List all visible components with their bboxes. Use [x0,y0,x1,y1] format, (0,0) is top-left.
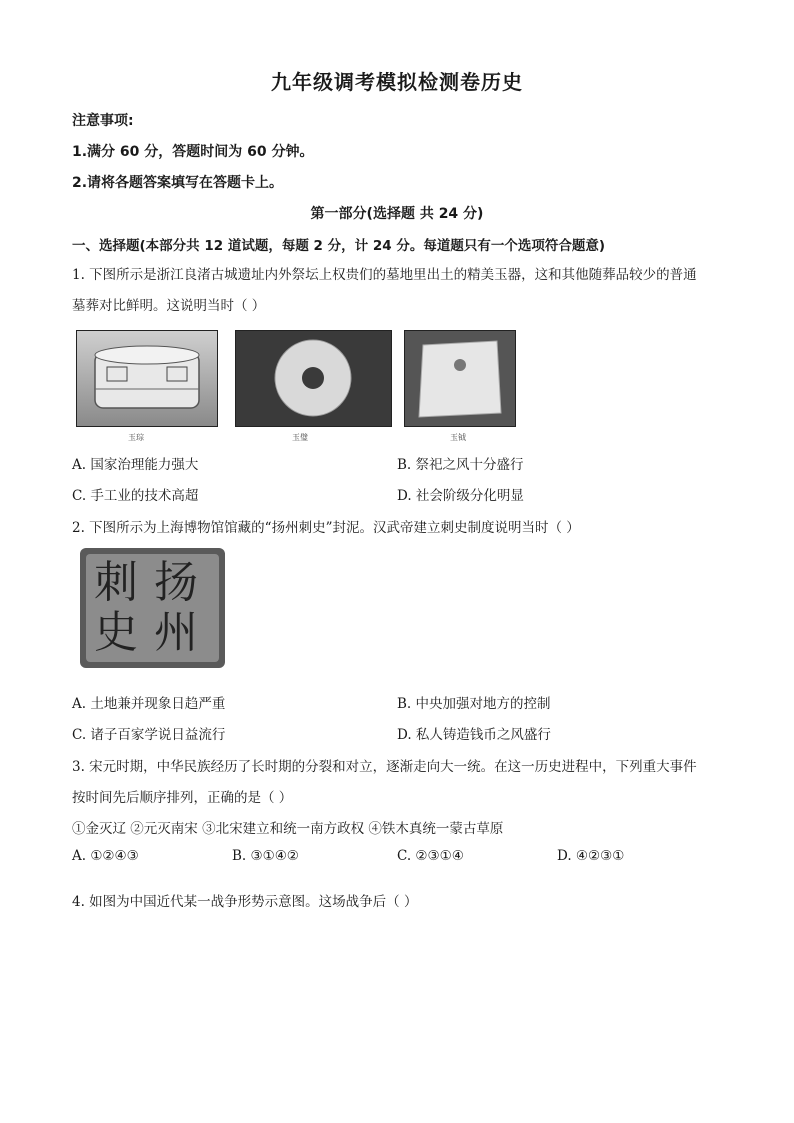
q2-option-d[interactable]: D. 私人铸造钱币之风盛行 [397,727,551,743]
q1-stem-line2: 墓葬对比鲜明。这说明当时（ ） [72,298,266,314]
jade-cong-image [76,330,218,427]
q2-option-b[interactable]: B. 中央加强对地方的控制 [397,696,551,712]
seal-char-1: 刺 [94,557,138,608]
section-instructions: 一、选择题(本部分共 12 道试题，每题 2 分，计 24 分。每道题只有一个选项符合题意) [72,238,606,254]
q3-option-d[interactable]: D. ④②③① [557,848,625,864]
q3-option-c[interactable]: C. ②③①④ [397,848,464,864]
note-item-2: 2.请将各题答案填写在答题卡上。 [72,175,284,191]
page-title: 九年级调考模拟检测卷历史 [271,70,523,94]
seal-char-2: 扬 [154,557,198,608]
jade-cong-drawing [77,331,217,426]
seal-char-3: 史 [94,607,138,658]
jade-bi-image [235,330,392,427]
part1-heading: 第一部分(选择题 共 24 分) [310,206,484,222]
note-item-1: 1.满分 60 分，答题时间为 60 分钟。 [72,144,314,160]
jade-bi-drawing [236,331,391,426]
q3-events: ①金灭辽 ②元灭南宋 ③北宋建立和统一南方政权 ④铁木真统一蒙古草原 [72,821,504,837]
caption-jade-bi: 玉璧 [292,433,308,442]
q3-stem-line1: 3. 宋元时期，中华民族经历了长时期的分裂和对立，逐渐走向大一统。在这一历史进程中，下列重大事件 [72,759,697,775]
q2-stem: 2. 下图所示为上海博物馆馆藏的“扬州刺史”封泥。汉武帝建立刺史制度说明当时（ ） [72,520,580,536]
caption-jade-cong: 玉琮 [128,433,144,442]
seal-face [86,554,219,662]
seal-char-4: 州 [154,607,198,658]
q1-option-d[interactable]: D. 社会阶级分化明显 [397,488,524,504]
q2-option-a[interactable]: A. 土地兼并现象日趋严重 [72,696,226,712]
notes-heading: 注意事项: [72,113,134,129]
jade-yue-image [404,330,516,427]
q1-option-a[interactable]: A. 国家治理能力强大 [72,457,199,473]
q2-option-c[interactable]: C. 诸子百家学说日益流行 [72,727,226,743]
seal-image [80,548,225,668]
q3-option-a[interactable]: A. ①②④③ [72,848,139,864]
caption-jade-yue: 玉钺 [450,433,466,442]
q4-stem: 4. 如图为中国近代某一战争形势示意图。这场战争后（ ） [72,894,418,910]
q1-option-c[interactable]: C. 手工业的技术高超 [72,488,199,504]
q3-option-b[interactable]: B. ③①④② [232,848,299,864]
jade-yue-drawing [405,331,515,426]
q3-stem-line2: 按时间先后顺序排列，正确的是（ ） [72,790,293,806]
q1-option-b[interactable]: B. 祭祀之风十分盛行 [397,457,524,473]
q1-stem-line1: 1. 下图所示是浙江良渚古城遗址内外祭坛上权贵们的墓地里出土的精美玉器，这和其他随葬品较少的普通 [72,267,697,283]
